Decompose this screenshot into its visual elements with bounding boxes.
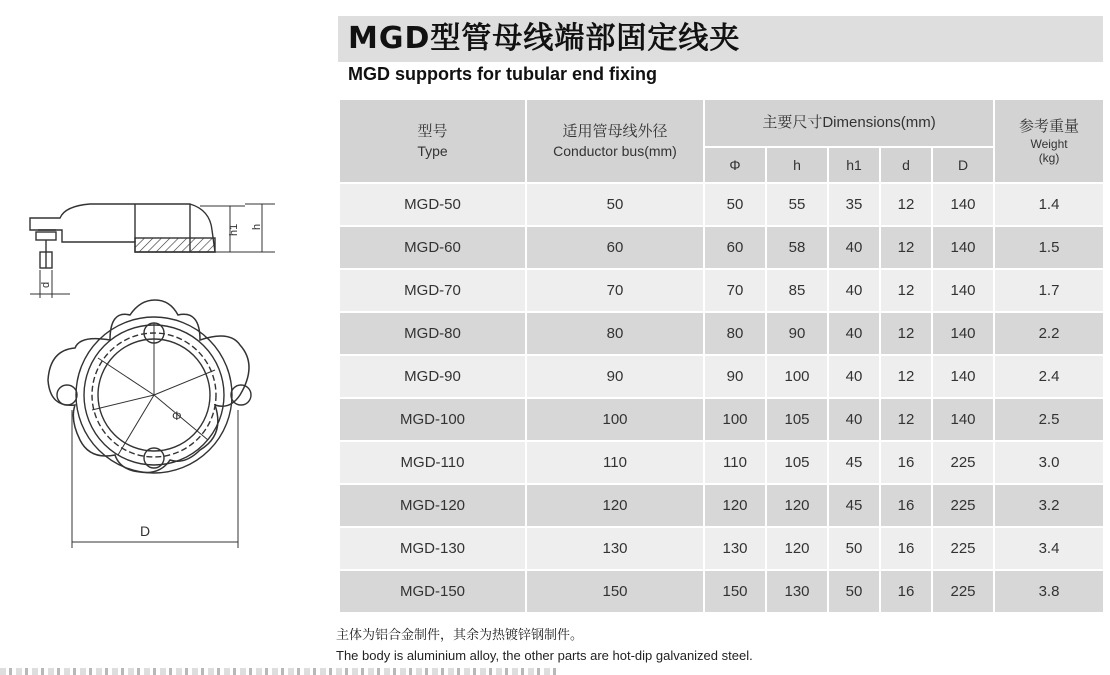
cell-h1: 45 bbox=[828, 484, 880, 527]
cell-h: 85 bbox=[766, 269, 828, 312]
cell-type: MGD-150 bbox=[339, 570, 526, 613]
cell-bus: 100 bbox=[526, 398, 704, 441]
cell-h: 55 bbox=[766, 183, 828, 226]
table-row bbox=[339, 355, 1104, 398]
cell-phi: 50 bbox=[704, 183, 766, 226]
cell-type: MGD-80 bbox=[339, 312, 526, 355]
cell-weight: 3.4 bbox=[994, 527, 1104, 570]
cell-d: 16 bbox=[880, 441, 932, 484]
table-row bbox=[339, 441, 1104, 484]
cell-h1: 50 bbox=[828, 570, 880, 613]
cell-type: MGD-50 bbox=[339, 183, 526, 226]
note-chinese: 主体为铝合金制件，其余为热镀锌钢制件。 bbox=[336, 628, 584, 643]
cell-weight: 2.5 bbox=[994, 398, 1104, 441]
cell-D: 140 bbox=[932, 312, 994, 355]
header-phi: Φ bbox=[704, 147, 766, 183]
cell-phi: 80 bbox=[704, 312, 766, 355]
cell-d: 16 bbox=[880, 484, 932, 527]
header-h: h bbox=[766, 147, 828, 183]
table-row bbox=[339, 312, 1104, 355]
label-d: d bbox=[40, 281, 52, 288]
cell-h: 100 bbox=[766, 355, 828, 398]
header-h1: h1 bbox=[828, 147, 880, 183]
cell-weight: 1.7 bbox=[994, 269, 1104, 312]
label-D: D bbox=[140, 523, 151, 539]
cell-D: 225 bbox=[932, 570, 994, 613]
table-row bbox=[339, 269, 1104, 312]
page-title: MGD型管母线端部固定线夹 bbox=[348, 21, 741, 56]
table-row bbox=[339, 398, 1104, 441]
cell-h: 120 bbox=[766, 484, 828, 527]
cell-bus: 90 bbox=[526, 355, 704, 398]
cell-bus: 70 bbox=[526, 269, 704, 312]
cell-bus: 50 bbox=[526, 183, 704, 226]
spec-table bbox=[338, 98, 1105, 614]
cell-weight: 1.5 bbox=[994, 226, 1104, 269]
cell-phi: 110 bbox=[704, 441, 766, 484]
cell-h: 58 bbox=[766, 226, 828, 269]
cell-D: 225 bbox=[932, 484, 994, 527]
cell-h: 105 bbox=[766, 441, 828, 484]
cell-phi: 60 bbox=[704, 226, 766, 269]
header-type: 型号 Type bbox=[339, 99, 526, 183]
cell-phi: 150 bbox=[704, 570, 766, 613]
header-D: D bbox=[932, 147, 994, 183]
note-english: The body is aluminium alloy, the other parts are hot-dip galvanized steel. bbox=[336, 648, 753, 663]
cell-type: MGD-130 bbox=[339, 527, 526, 570]
cell-bus: 110 bbox=[526, 441, 704, 484]
cell-d: 12 bbox=[880, 355, 932, 398]
cell-h: 130 bbox=[766, 570, 828, 613]
cell-bus: 60 bbox=[526, 226, 704, 269]
header-conductor-bus: 适用管母线外径 Conductor bus(mm) bbox=[526, 99, 704, 183]
cell-bus: 80 bbox=[526, 312, 704, 355]
cell-weight: 3.2 bbox=[994, 484, 1104, 527]
page-subtitle: MGD supports for tubular end fixing bbox=[348, 64, 657, 84]
cell-phi: 120 bbox=[704, 484, 766, 527]
header-dimensions: 主要尺寸Dimensions(mm) bbox=[704, 99, 994, 147]
cell-phi: 100 bbox=[704, 398, 766, 441]
label-h1: h1 bbox=[228, 223, 240, 236]
cell-D: 140 bbox=[932, 398, 994, 441]
cell-type: MGD-110 bbox=[339, 441, 526, 484]
cell-d: 12 bbox=[880, 269, 932, 312]
cell-h: 90 bbox=[766, 312, 828, 355]
cell-phi: 130 bbox=[704, 527, 766, 570]
table-row bbox=[339, 527, 1104, 570]
cell-h1: 35 bbox=[828, 183, 880, 226]
cell-weight: 3.8 bbox=[994, 570, 1104, 613]
cell-bus: 130 bbox=[526, 527, 704, 570]
cell-phi: 90 bbox=[704, 355, 766, 398]
cell-type: MGD-70 bbox=[339, 269, 526, 312]
cell-weight: 2.2 bbox=[994, 312, 1104, 355]
table-row bbox=[339, 226, 1104, 269]
cell-phi: 70 bbox=[704, 269, 766, 312]
cell-d: 16 bbox=[880, 570, 932, 613]
cell-bus: 150 bbox=[526, 570, 704, 613]
cell-weight: 3.0 bbox=[994, 441, 1104, 484]
cell-D: 140 bbox=[932, 355, 994, 398]
header-d: d bbox=[880, 147, 932, 183]
table-row bbox=[339, 484, 1104, 527]
cell-type: MGD-60 bbox=[339, 226, 526, 269]
label-phi: Φ bbox=[172, 409, 182, 423]
cell-type: MGD-90 bbox=[339, 355, 526, 398]
cell-d: 12 bbox=[880, 183, 932, 226]
table-body bbox=[339, 183, 1104, 613]
technical-drawing bbox=[0, 170, 300, 560]
label-h: h bbox=[251, 223, 263, 230]
cell-weight: 2.4 bbox=[994, 355, 1104, 398]
cell-D: 140 bbox=[932, 226, 994, 269]
cell-h1: 40 bbox=[828, 355, 880, 398]
cell-h1: 50 bbox=[828, 527, 880, 570]
cell-type: MGD-100 bbox=[339, 398, 526, 441]
cell-d: 12 bbox=[880, 312, 932, 355]
cell-h: 105 bbox=[766, 398, 828, 441]
cell-D: 225 bbox=[932, 527, 994, 570]
cell-D: 140 bbox=[932, 183, 994, 226]
header-weight: 参考重量 Weight (kg) bbox=[994, 99, 1104, 183]
cell-h: 120 bbox=[766, 527, 828, 570]
cell-D: 225 bbox=[932, 441, 994, 484]
cropped-text-strip bbox=[0, 668, 560, 675]
cell-d: 12 bbox=[880, 398, 932, 441]
cell-h1: 40 bbox=[828, 312, 880, 355]
cell-h1: 40 bbox=[828, 398, 880, 441]
cell-d: 12 bbox=[880, 226, 932, 269]
cell-D: 140 bbox=[932, 269, 994, 312]
cell-h1: 40 bbox=[828, 269, 880, 312]
table-row bbox=[339, 183, 1104, 226]
cell-weight: 1.4 bbox=[994, 183, 1104, 226]
cell-h1: 45 bbox=[828, 441, 880, 484]
table-row bbox=[339, 570, 1104, 613]
cell-type: MGD-120 bbox=[339, 484, 526, 527]
cell-d: 16 bbox=[880, 527, 932, 570]
cell-h1: 40 bbox=[828, 226, 880, 269]
cell-bus: 120 bbox=[526, 484, 704, 527]
